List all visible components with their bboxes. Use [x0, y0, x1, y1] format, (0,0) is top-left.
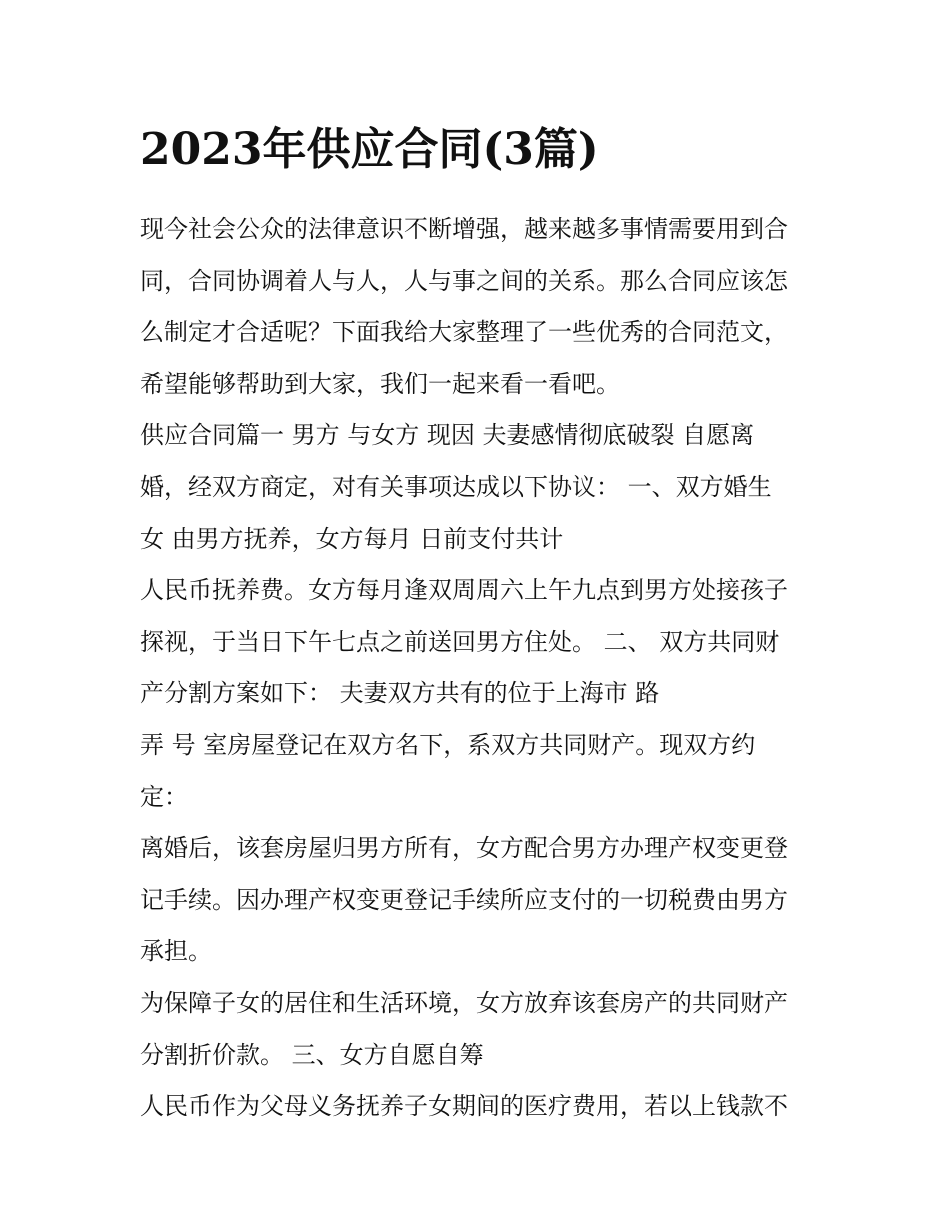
- text-line: 记手续。因办理产权变更登记手续所应支付的一切税费由男方: [140, 885, 788, 914]
- document-body: [140, 204, 820, 1133]
- document-page: [140, 118, 820, 1133]
- text-line: 探视，于当日下午七点之前送回男方住处。 二、 双方共同财: [140, 627, 780, 656]
- text-line: 定：: [140, 782, 188, 811]
- text-line: 么制定才合适呢？下面我给大家整理了一些优秀的合同范文，: [140, 318, 788, 347]
- text-line: 现今社会公众的法律意识不断增强，越来越多事情需要用到合: [140, 215, 788, 243]
- text-line: 离婚后，该套房屋归男方所有，女方配合男方办理产权变更登: [140, 834, 788, 863]
- text-line: 供应合同篇一 男方 与女方 现因 夫妻感情彻底破裂 自愿离: [140, 421, 755, 450]
- text-line: 希望能够帮助到大家，我们一起来看一看吧。: [140, 369, 620, 398]
- text-line: 分割折价款。 三、女方自愿自筹: [140, 1040, 484, 1069]
- text-line: 女 由男方抚养，女方每月 日前支付共计: [140, 524, 564, 553]
- text-line: 弄 号 室房屋登记在双方名下，系双方共同财产。现双方约: [140, 730, 756, 759]
- text-line: 同，合同协调着人与人，人与事之间的关系。那么合同应该怎: [140, 266, 788, 295]
- text-line: 人民币抚养费。女方每月逢双周周六上午九点到男方处接孩子: [140, 576, 788, 605]
- text-line: 人民币作为父母义务抚养子女期间的医疗费用，若以上钱款不: [140, 1092, 788, 1121]
- text-line: 为保障子女的居住和生活环境，女方放弃该套房产的共同财产: [140, 988, 788, 1017]
- text-line: 婚，经双方商定，对有关事项达成以下协议： 一、双方婚生: [140, 472, 772, 501]
- text-line: 承担。: [140, 937, 212, 966]
- text-line: 产分割方案如下： 夫妻双方共有的位于上海市 路: [140, 679, 660, 708]
- document-title: 2023年供应合同(3篇): [140, 124, 599, 175]
